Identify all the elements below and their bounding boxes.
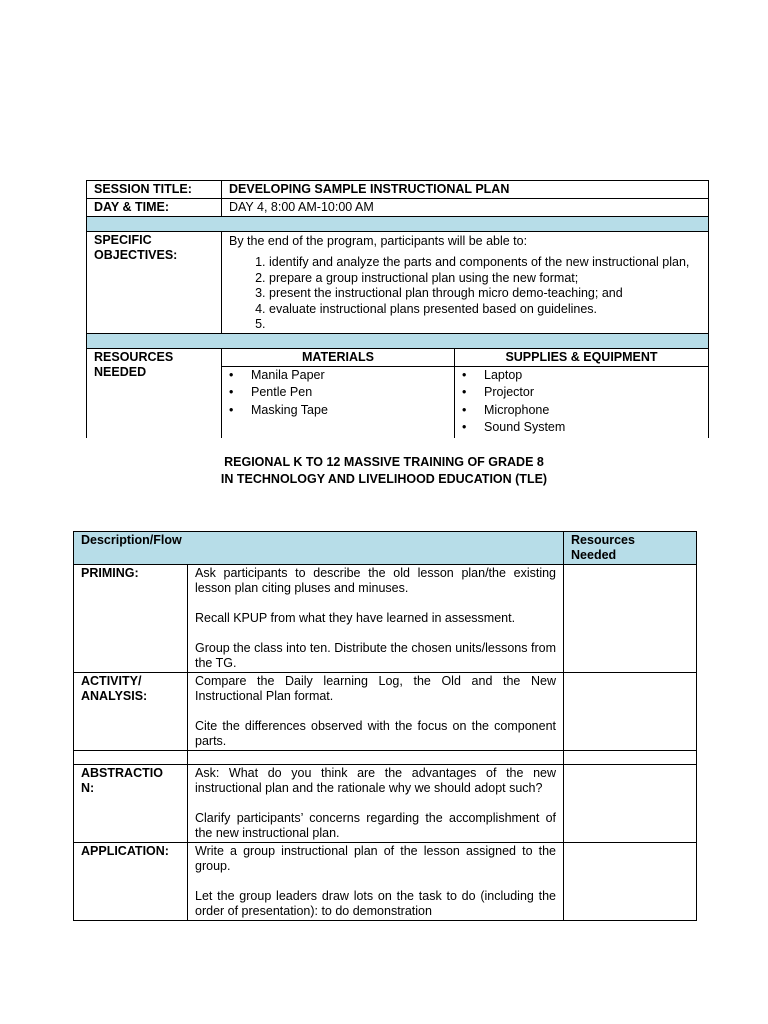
objectives-label-line2: OBJECTIVES: (94, 248, 178, 262)
flow-header-row (74, 532, 697, 565)
objectives-cell (222, 232, 709, 334)
objectives-label (87, 232, 222, 334)
material-item: • Manila Paper (229, 367, 447, 385)
supply-item: • Microphone (462, 402, 701, 420)
priming-text: Group the class into ten. Distribute the chosen units/lessons from the TG. (195, 641, 557, 670)
objective-item: 1. identify and analyze the parts and components of the new instructional plan, (269, 255, 701, 271)
priming-row (74, 565, 697, 673)
application-cell (188, 843, 564, 921)
objective-item (269, 317, 701, 333)
supply-item: • Sound System (462, 419, 701, 437)
activity-label (74, 673, 188, 751)
regional-title-line2: IN TECHNOLOGY AND LIVELIHOOD EDUCATION (TLE) (220, 472, 548, 486)
supplies-list (462, 367, 701, 437)
flow-table (73, 531, 697, 921)
day-time-label: DAY & TIME: (87, 199, 222, 217)
abstraction-label-line2: N: (81, 781, 95, 795)
abstraction-resources-cell (564, 765, 697, 843)
supplies-header: SUPPLIES & EQUIPMENT (455, 348, 709, 366)
empty-row (74, 751, 697, 765)
application-label: APPLICATION: (74, 843, 188, 921)
activity-row (74, 673, 697, 751)
session-table (86, 180, 709, 438)
session-title-label: SESSION TITLE: (87, 181, 222, 199)
activity-label-line1: ACTIVITY/ (81, 674, 142, 688)
application-resources-cell (564, 843, 697, 921)
separator-band (87, 333, 709, 348)
day-time-row (87, 199, 709, 217)
materials-header: MATERIALS (222, 348, 455, 366)
material-item: • Masking Tape (229, 402, 447, 420)
abstraction-text: Ask: What do you think are the advantages of the new instructional plan and the rationale why we should adopt such? (195, 766, 557, 795)
supply-item: • Projector (462, 384, 701, 402)
activity-label-line2: ANALYSIS: (81, 689, 148, 703)
resources-label-line2: NEEDED (94, 364, 147, 379)
application-text: Write a group instructional plan of the lesson assigned to the group. (195, 844, 557, 873)
objectives-label-line1: SPECIFIC (94, 233, 152, 247)
objectives-list (229, 255, 701, 333)
application-text: Let the group leaders draw lots on the task to do (including the order of presentation): to do demonstration (195, 889, 557, 918)
day-time-value: DAY 4, 8:00 AM-10:00 AM (222, 199, 709, 217)
objective-item: 3. present the instructional plan through micro demo-teaching; and (269, 286, 701, 302)
objectives-intro: By the end of the program, participants will be able to: (229, 234, 528, 248)
regional-title-line1: REGIONAL K TO 12 MASSIVE TRAINING OF GRADE 8 (224, 455, 544, 469)
resources-header-line1: Resources (571, 533, 635, 547)
materials-cell (222, 366, 455, 438)
resources-header-row (87, 348, 709, 366)
resources-label-line1: RESOURCES (94, 349, 174, 364)
activity-text: Cite the differences observed with the focus on the component parts. (195, 719, 557, 748)
priming-text: Ask participants to describe the old lesson plan/the existing lesson plan citing pluses and minuses. (195, 566, 557, 595)
priming-cell (188, 565, 564, 673)
session-title-value: DEVELOPING SAMPLE INSTRUCTIONAL PLAN (222, 181, 709, 199)
materials-list (229, 367, 447, 420)
abstraction-label (74, 765, 188, 843)
application-row (74, 843, 697, 921)
resources-needed-header (564, 532, 697, 565)
abstraction-label-line1: ABSTRACTIO (81, 766, 163, 780)
activity-cell (188, 673, 564, 751)
description-flow-header: Description/Flow (74, 532, 564, 565)
priming-resources-cell (564, 565, 697, 673)
priming-label: PRIMING: (74, 565, 188, 673)
supply-item: • Laptop (462, 367, 701, 385)
priming-text: Recall KPUP from what they have learned in assessment. (195, 611, 516, 625)
abstraction-cell (188, 765, 564, 843)
activity-resources-cell (564, 673, 697, 751)
activity-text: Compare the Daily learning Log, the Old and the New Instructional Plan format. (195, 674, 557, 703)
resources-header-line2: Needed (571, 548, 617, 562)
abstraction-row (74, 765, 697, 843)
separator-band (87, 217, 709, 232)
material-item: • Pentle Pen (229, 384, 447, 402)
session-title-row (87, 181, 709, 199)
objective-item: 4. evaluate instructional plans presented based on guidelines. (269, 302, 701, 318)
supplies-cell (455, 366, 709, 438)
objective-item: 2. prepare a group instructional plan using the new format; (269, 271, 701, 287)
resources-label (87, 348, 222, 438)
objectives-row (87, 232, 709, 334)
abstraction-text: Clarify participants’ concerns regarding the accomplishment of the new instructional plan. (195, 811, 557, 840)
